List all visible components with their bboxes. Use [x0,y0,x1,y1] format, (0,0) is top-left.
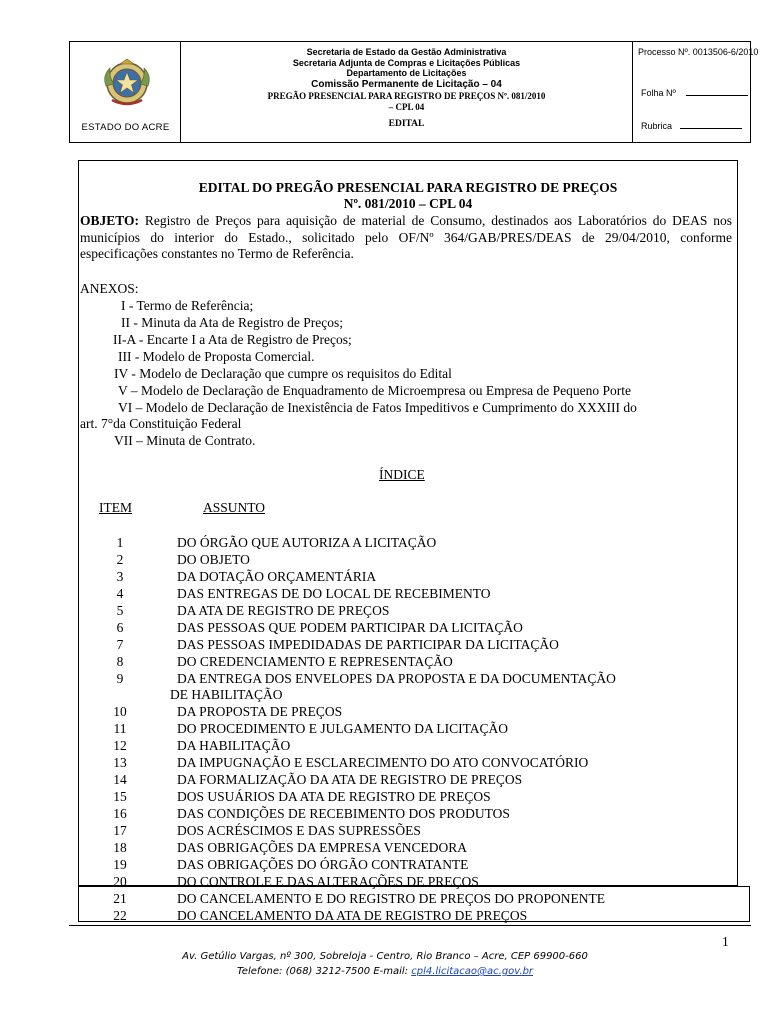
index-item-number: 19 [113,857,127,872]
bottom-rule [69,925,751,926]
index-item-subject: DAS PESSOAS IMPEDIDADAS DE PARTICIPAR DA LICITAÇÃO [177,637,559,652]
header-pregao-line-2: – CPL 04 [388,101,425,112]
index-item-number: 5 [116,603,124,618]
index-item-subject: DA DOTAÇÃO ORÇAMENTÁRIA [177,569,377,584]
index-item-subject: DA IMPUGNAÇÃO E ESCLARECIMENTO DO ATO CONVOCATÓRIO [177,755,589,770]
footer-address: Av. Getúlio Vargas, nº 300, Sobreloja - Centro, Rio Branco – Acre, CEP 69900-660 [182,951,588,962]
objeto-label: OBJETO: [80,213,140,228]
header-edital: EDITAL [388,118,425,129]
index-item-number: 18 [113,840,127,855]
index-item-number: 21 [113,891,127,906]
index-item-subject: DOS USUÁRIOS DA ATA DE REGISTRO DE PREÇOS [177,789,491,804]
index-item-subject: DAS ENTREGAS DE DO LOCAL DE RECEBIMENTO [177,586,491,601]
index-item-subject: DO PROCEDIMENTO E JULGAMENTO DA LICITAÇÃO [177,721,509,736]
index-item-number: 22 [113,908,127,923]
index-item-number: 16 [113,806,127,821]
document-title-line-1: EDITAL DO PREGÃO PRESENCIAL PARA REGISTRO DE PREÇOS [198,180,618,195]
index-item-subject: DO OBJETO [177,552,250,567]
header-pregao-line-1: PREGÃO PRESENCIAL PARA REGISTRO DE PREÇOS Nº. 081/2010 [267,90,546,101]
index-item-number: 14 [113,772,127,787]
index-item-number: 8 [116,654,124,669]
index-item-subject: DO CREDENCIAMENTO E REPRESENTAÇÃO [177,654,453,669]
index-item-number: 11 [113,721,127,736]
index-item-subject: DA ATA DE REGISTRO DE PREÇOS [177,603,390,618]
index-item-number: 10 [113,704,127,719]
index-item-subject: DAS OBRIGAÇÕES DO ÓRGÃO CONTRATANTE [177,857,469,872]
index-item-number: 1 [116,535,124,550]
index-item-subject: DOS ACRÉSCIMOS E DAS SUPRESSÕES [177,823,421,838]
anexo-item: VI – Modelo de Declaração de Inexistência de Fatos Impeditivos e Cumprimento do XXXIII do [118,400,637,415]
state-name: ESTADO DO ACRE [81,122,170,133]
index-item-subject: DO CANCELAMENTO E DO REGISTRO DE PREÇOS DO PROPONENTE [177,891,606,906]
anexo-item: I - Termo de Referência; [121,298,254,313]
index-item-subject: DA FORMALIZAÇÃO DA ATA DE REGISTRO DE PREÇOS [177,772,523,787]
index-item-number: 3 [116,569,124,584]
index-column-assunto: ASSUNTO [203,500,266,515]
anexo-item-continuation: art. 7°da Constituição Federal [80,416,242,431]
header-secretaria-line: Secretaria de Estado da Gestão Administrativa [306,47,507,57]
document-title-line-2: Nº. 081/2010 – CPL 04 [343,196,473,211]
anexo-item: II-A - Encarte I a Ata de Registro de Preços; [113,332,352,347]
index-item-subject: DO CONTROLE E DAS ALTERAÇÕES DE PREÇOS [177,874,479,889]
index-item-number: 17 [113,823,127,838]
index-item-number: 12 [113,738,127,753]
objeto-text: Registro de Preços para aquisição de material de Consumo, destinados aos Laboratórios do DEAS nos municípios do interior do Estado., solicitado pelo OF/Nº 364/GAB/PRES/DEAS de 29/04/2010, conforme especificações constantes no Termo de Referência. [80,213,732,261]
anexo-item: IV - Modelo de Declaração que cumpre os requisitos do Edital [114,366,452,381]
index-item-subject: DAS OBRIGAÇÕES DA EMPRESA VENCEDORA [177,840,468,855]
index-item-number: 7 [116,637,124,652]
index-item-subject: DA HABILITAÇÃO [177,738,291,753]
index-item-subject: DA PROPOSTA DE PREÇOS [177,704,343,719]
index-item-number: 2 [116,552,124,567]
index-item-number: 15 [113,789,127,804]
anexo-item: VII – Minuta de Contrato. [114,433,256,448]
index-continuation-box [78,886,750,922]
index-item-subject: DO ÓRGÃO QUE AUTORIZA A LICITAÇÃO [177,535,437,550]
header-comissao: Comissão Permanente de Licitação – 04 [311,78,502,90]
index-item-subject: DA ENTREGA DOS ENVELOPES DA PROPOSTA E DA DOCUMENTAÇÃO [177,671,616,686]
index-column-item: ITEM [99,500,132,515]
index-item-number: 13 [113,755,127,770]
header-secretaria-adjunta-line: Secretaria Adjunta de Compras e Licitações Públicas [292,57,521,68]
index-item-number: 9 [116,671,124,686]
index-item-subject: DE HABILITAÇÃO [170,687,283,702]
anexos-label: ANEXOS: [80,281,139,296]
page-number: 1 [722,934,729,949]
folha-label: Folha Nº [641,88,676,98]
index-item-subject: DAS PESSOAS QUE PODEM PARTICIPAR DA LICITAÇÃO [177,620,523,635]
indice-title: ÍNDICE [379,467,425,482]
index-item-subject: DAS CONDIÇÕES DE RECEBIMENTO DOS PRODUTOS [177,806,510,821]
process-number: Processo Nº. 0013506-6/2010 [638,47,759,57]
index-item-number: 6 [116,620,124,635]
header-departamento-line: Departamento de Licitações [346,68,467,78]
footer-phone: Telefone: (068) 3212-7500 E-mail: [236,966,409,977]
rubrica-label: Rubrica [641,121,673,131]
anexo-item: II - Minuta da Ata de Registro de Preços; [121,315,343,330]
anexo-item: III - Modelo de Proposta Comercial. [118,349,315,364]
footer-email-link[interactable]: cpl4.licitacao@ac.gov.br [411,966,534,977]
anexo-item: V – Modelo de Declaração de Enquadramento de Microempresa ou Empresa de Pequeno Porte [118,383,631,398]
index-item-number: 4 [116,586,124,601]
index-item-number: 20 [113,874,127,889]
index-item-subject: DO CANCELAMENTO DA ATA DE REGISTRO DE PREÇOS [177,908,528,923]
footer-contact [0,966,770,977]
